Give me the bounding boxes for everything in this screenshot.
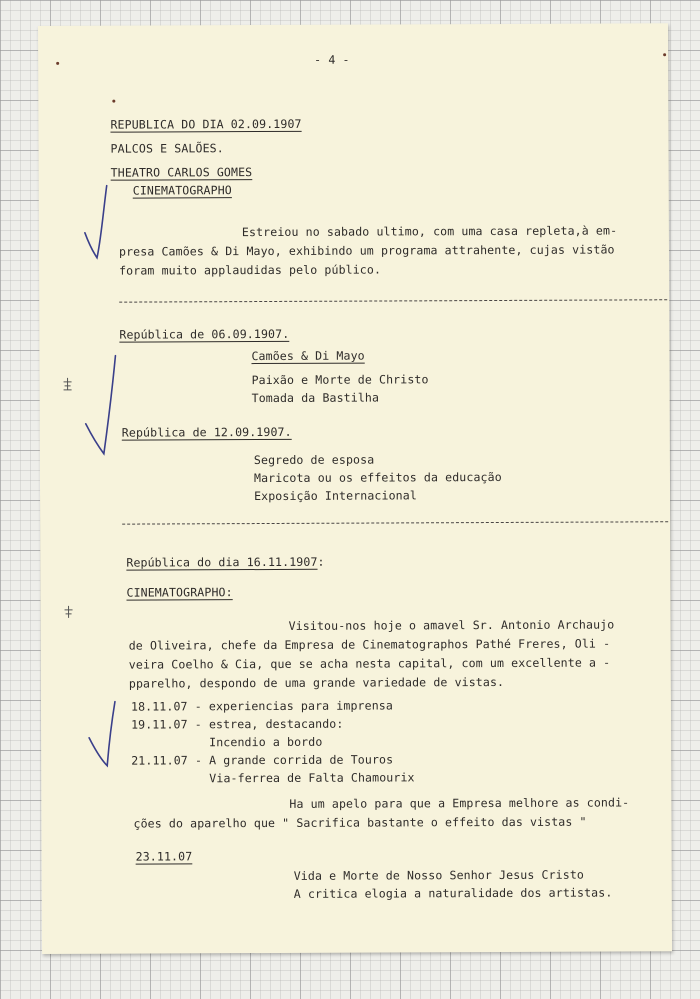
section5-line: A critica elogia a naturalidade dos artistas.	[293, 885, 613, 901]
section1-subheading: PALCOS E SALÕES.	[110, 141, 224, 156]
film-title: Segredo de esposa	[253, 452, 375, 468]
film-title: Tomada da Bastilha	[251, 390, 380, 406]
section2-heading: República de 06.09.1907.	[119, 326, 290, 342]
company-name: Camões & Di Mayo	[251, 348, 365, 364]
section1-paragraph-line: presa Camões & Di Mayo, exhibindo um programa attrahente, cujas vistão	[118, 242, 615, 259]
section4-paragraph-line: Visitou-nos hoje o amavel Sr. Antonio Archaujo	[288, 617, 615, 633]
document-sheet	[38, 23, 672, 954]
section4-heading-suffix: :	[317, 554, 325, 569]
section1-paragraph-line: Estreiou no sabado ultimo, com uma casa repleta,à em-	[241, 223, 618, 240]
section5-date: 23.11.07	[135, 849, 193, 864]
pencil-check-mark	[89, 702, 115, 766]
theatre-name: THEATRO CARLOS GOMES	[110, 165, 253, 180]
section4-paragraph-line: veira Coelho & Cia, que se acha nesta capital, com um excellente a -	[128, 655, 611, 672]
schedule-line: 19.11.07 - estrea, destacando:	[131, 716, 344, 732]
film-title: Maricota ou os effeitos da educação	[253, 469, 502, 486]
pencil-check-mark	[85, 356, 115, 454]
film-title: Exposição Internacional	[254, 488, 417, 504]
pencil-check-mark	[85, 186, 107, 258]
appeal-line: ções do aparelho que " Sacrifica bastante o effeito das vistas "	[133, 814, 587, 831]
section4-paragraph-line: pparelho, despondo de uma grande variedade de vistas.	[128, 674, 505, 691]
section3-heading: República de 12.09.1907.	[121, 424, 292, 440]
section4-heading: República do dia 16.11.1907	[126, 554, 318, 570]
section5-line: Vida e Morte de Nosso Senhor Jesus Cristo	[293, 867, 585, 883]
pencil-annotations	[38, 23, 672, 954]
venue-name: CINEMATOGRAPHO	[132, 183, 232, 198]
section1-paragraph-line: foram muito applaudidas pelo público.	[119, 262, 382, 278]
schedule-line: 18.11.07 - experiencias para imprensa	[130, 698, 393, 714]
pencil-symbol-mark	[64, 378, 73, 618]
schedule-line: Via-ferrea de Falta Chamourix	[209, 770, 415, 786]
section4-subheading: CINEMATOGRAPHO:	[126, 585, 233, 600]
page-number: - 4 -	[314, 52, 350, 67]
section4-paragraph-line: de Oliveira, chefe da Empresa de Cinematographos Pathé Freres, Oli -	[128, 636, 611, 653]
schedule-line: 21.11.07 - A grande corrida de Touros	[131, 752, 394, 768]
film-title: Paixão e Morte de Christo	[251, 372, 429, 388]
appeal-line: Ha um apelo para que a Empresa melhore as condi-	[289, 795, 630, 811]
section1-heading: REPUBLICA DO DIA 02.09.1907	[110, 116, 302, 132]
schedule-line: Incendio a bordo	[209, 734, 323, 750]
